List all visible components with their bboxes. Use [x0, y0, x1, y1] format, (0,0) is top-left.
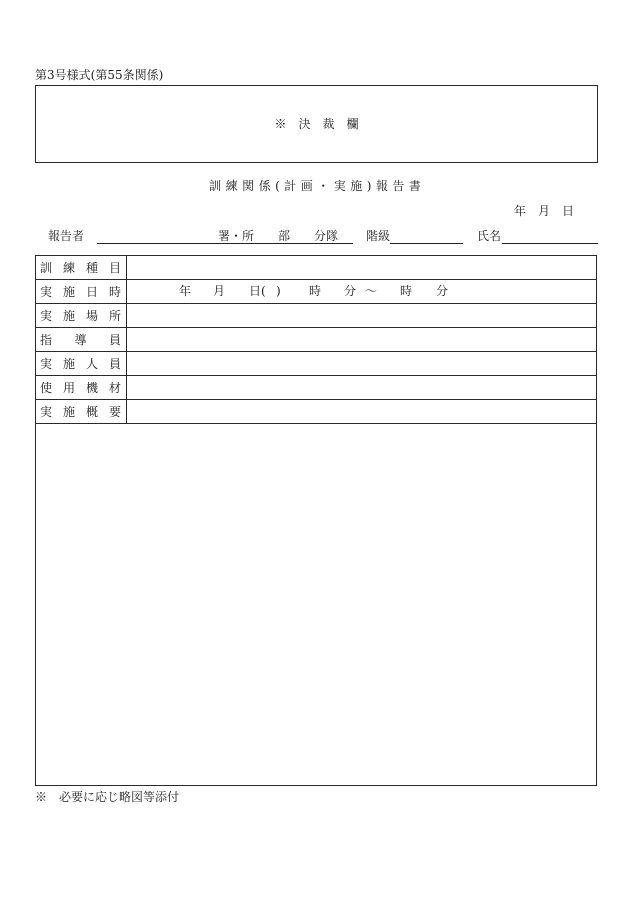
row-label-cell: [36, 352, 127, 375]
approval-box: [35, 85, 598, 163]
label-char: 機: [85, 380, 98, 395]
label-char: 員: [108, 332, 121, 347]
label-char: 人: [85, 356, 98, 371]
label-char: 材: [108, 380, 121, 395]
row-summary: [36, 400, 596, 424]
report-table: [35, 255, 597, 786]
affiliation-underline: [97, 243, 353, 244]
squad-label: 分隊: [314, 229, 339, 243]
datetime-start-minute-label: 分: [344, 284, 357, 298]
training-type-field: [127, 256, 596, 279]
datetime-month-label: 月: [213, 284, 226, 298]
form-number: 第3号様式(第55条関係): [35, 68, 164, 82]
row-label: [40, 333, 121, 347]
label-char: 施: [62, 404, 75, 419]
row-label: [40, 285, 121, 299]
datetime-field: [127, 280, 596, 303]
row-label: [40, 405, 121, 419]
label-char: 日: [85, 284, 98, 299]
station-label: 署・所: [218, 229, 255, 243]
label-char: 使: [40, 380, 53, 395]
row-label: [40, 261, 121, 275]
summary-content-area: [36, 424, 596, 785]
label-char: 用: [62, 380, 75, 395]
rank-underline: [390, 243, 463, 244]
row-label: [40, 309, 121, 323]
row-location: [36, 304, 596, 328]
label-char: 練: [62, 260, 75, 275]
row-datetime: [36, 280, 596, 304]
row-instructor: [36, 328, 596, 352]
summary-heading-field: [127, 400, 596, 423]
label-char: 員: [108, 356, 121, 371]
label-char: 時: [108, 284, 121, 299]
row-equipment: [36, 376, 596, 400]
date-month-label: 月: [538, 204, 551, 218]
datetime-end-hour-label: 時: [400, 284, 413, 298]
label-char: 実: [40, 356, 53, 371]
label-char: 施: [62, 284, 75, 299]
label-char: 実: [40, 404, 53, 419]
datetime-weekday-close: ): [276, 284, 281, 298]
label-char: 所: [108, 308, 121, 323]
label-char: 種: [85, 260, 98, 275]
row-label-cell: [36, 328, 127, 351]
row-label-cell: [36, 400, 127, 423]
equipment-field: [127, 376, 596, 399]
date-day-label: 日: [562, 204, 575, 218]
rank-label: 階級: [366, 229, 391, 243]
label-char: 目: [108, 260, 121, 275]
row-label-cell: [36, 304, 127, 327]
label-char: 導: [74, 332, 87, 347]
label-char: 概: [85, 404, 98, 419]
row-label-cell: [36, 256, 127, 279]
document-title: 訓練関係(計画・実施)報告書: [209, 179, 426, 193]
participants-field: [127, 352, 596, 375]
label-char: 指: [40, 332, 53, 347]
label-char: 施: [62, 308, 75, 323]
label-char: 実: [40, 284, 53, 299]
datetime-end-minute-label: 分: [436, 284, 449, 298]
label-char: 訓: [40, 260, 53, 275]
name-underline: [502, 243, 598, 244]
row-participants: [36, 352, 596, 376]
instructor-field: [127, 328, 596, 351]
date-year-label: 年: [514, 204, 527, 218]
row-training-type: [36, 256, 596, 280]
row-label-cell: [36, 376, 127, 399]
row-label: [40, 381, 121, 395]
datetime-range-separator: ～: [365, 284, 378, 298]
datetime-year-label: 年: [179, 284, 192, 298]
datetime-start-hour-label: 時: [309, 284, 322, 298]
label-char: 実: [40, 308, 53, 323]
reporter-label: 報告者: [48, 229, 85, 243]
department-label: 部: [278, 229, 291, 243]
label-char: 要: [108, 404, 121, 419]
name-label: 氏名: [477, 229, 502, 243]
row-label: [40, 357, 121, 371]
label-char: 場: [85, 308, 98, 323]
footnote: ※ 必要に応じ略図等添付: [35, 790, 180, 804]
approval-box-label: ※決裁欄: [274, 117, 371, 131]
label-char: 施: [62, 356, 75, 371]
datetime-day-label: 日(: [249, 284, 266, 298]
row-label-cell: [36, 280, 127, 303]
location-field: [127, 304, 596, 327]
